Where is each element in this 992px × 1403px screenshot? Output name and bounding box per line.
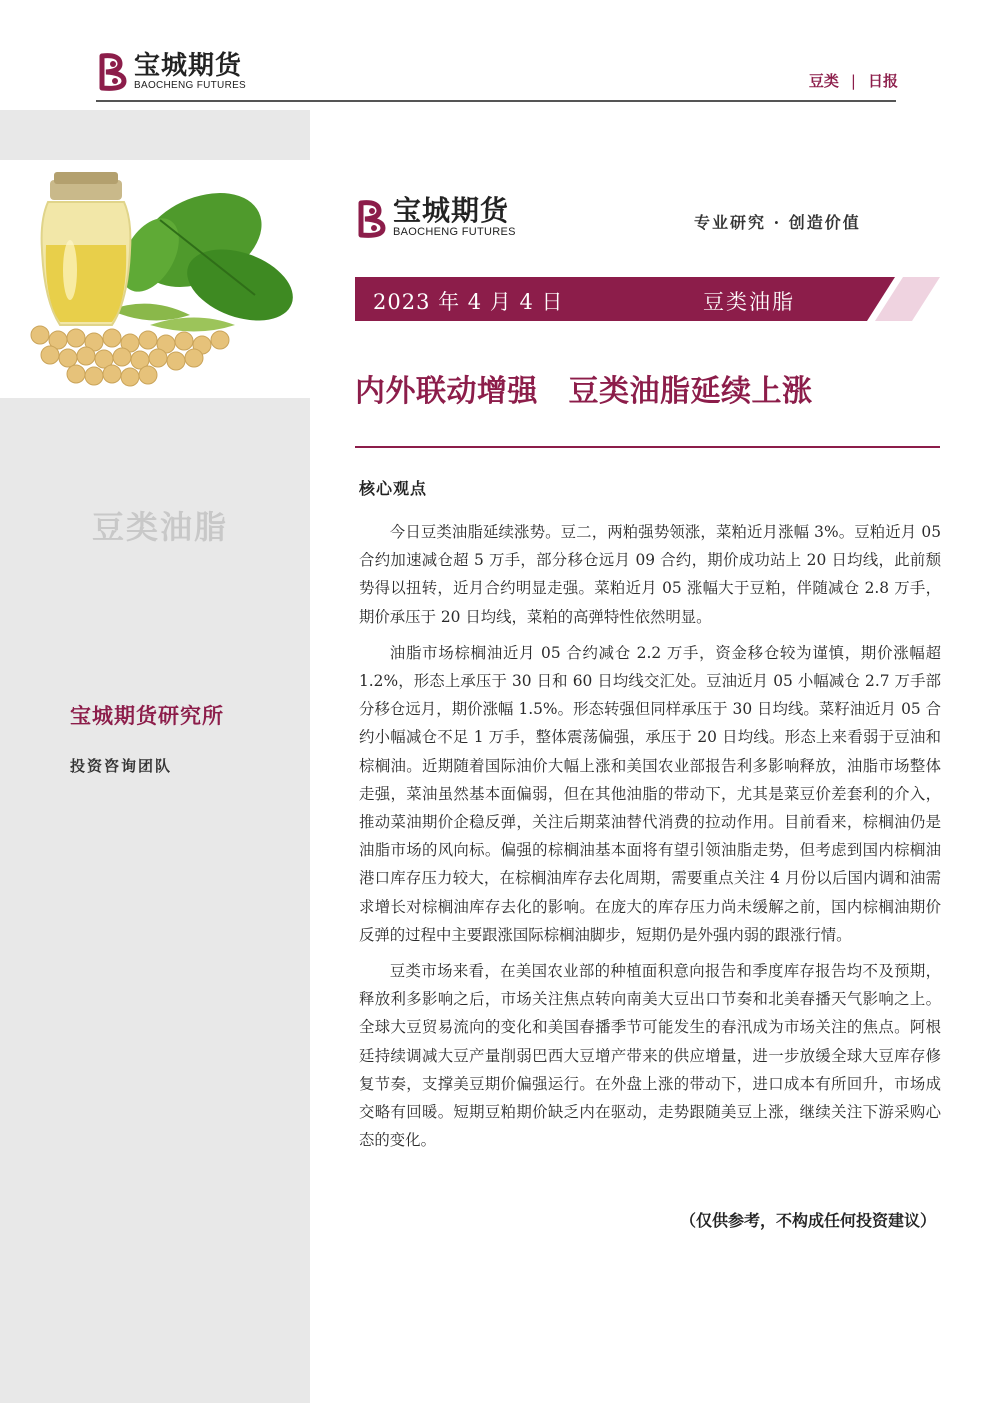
headline: 内外联动增强 豆类油脂延续上涨 (355, 374, 813, 409)
sidebar-category-watermark: 豆类油脂 (92, 508, 229, 546)
disclaimer: （仅供参考，不构成任何投资建议） (679, 1211, 936, 1230)
soybean-oil-photo (0, 160, 310, 398)
main-logo (355, 196, 516, 239)
main-logo-en: BAOCHENG FUTURES (393, 226, 516, 238)
top-nav (809, 70, 898, 91)
nav-category[interactable]: 豆类 (808, 72, 839, 90)
top-divider (96, 100, 896, 102)
date-banner (355, 277, 940, 321)
logo-en: BAOCHENG FUTURES (134, 80, 247, 91)
team-name: 投资咨询团队 (70, 757, 173, 775)
institute-name: 宝城期货研究所 (70, 704, 224, 728)
report-category: 豆类油脂 (703, 290, 795, 314)
paragraph: 今日豆类油脂延续涨势。豆二，两粕强势领涨，菜粕近月涨幅 3%。豆粕近月 05 合约加速减仓超 5 万手，部分移仓远月 09 合约，期价成功站上 20 日均线，此前颓势得以扭转，近月合约明显走强。菜粕近月 05 涨幅大于豆粕，伴随减仓 2.8 万手，期价承压于 20 日均线，菜粕的高弹特性依然明显。 (359, 523, 941, 626)
nav-report-type[interactable]: 日报 (867, 72, 898, 90)
top-header (0, 0, 992, 110)
section-title: 核心观点 (359, 479, 428, 498)
slogan: 专业研究 · 创造价值 (694, 213, 861, 232)
body-text (359, 518, 941, 1162)
headline-divider (355, 446, 940, 448)
logo-b-icon (96, 52, 130, 92)
nav-separator: | (850, 72, 856, 90)
main-logo-cn: 宝城期货 (393, 194, 510, 227)
report-date: 2023 年 4 月 4 日 (373, 290, 564, 314)
top-logo (96, 52, 246, 92)
sidebar (0, 110, 310, 1403)
paragraph: 油脂市场棕榈油近月 05 合约减仓 2.2 万手，资金移仓较为谨慎，期价涨幅超 1.2%，形态上承压于 30 日和 60 日均线交汇处。豆油近月 05 小幅减仓 2.7 万手部分移仓远月，期价涨幅 1.5%。形态转强但同样承压于 30 日均线。菜籽油近月 05 合约小幅减仓不足 1 万手，整体震荡偏强，承压于 20 日均线。形态上来看弱于豆油和棕榈油。近期随着国际油价大幅上涨和美国农业部报告利多影响释放，油脂市场整体走强，菜油虽然基本面偏弱，但在其他油脂的带动下，尤其是菜豆价差套利的介入，推动菜油期价企稳反弹，关注后期菜油替代消费的拉动作用。目前看来，棕榈油仍是油脂市场的风向标。偏强的棕榈油基本面将有望引领油脂走势，但考虑到国内棕榈油港口库存压力较大，在棕榈油库存去化周期，需要重点关注 4 月份以后国内调和油需求增长对棕榈油库存去化的影响。在庞大的库存压力尚未缓解之前，国内棕榈油期价反弹的过程中主要跟涨国际棕榈油脚步，短期仍是外强内弱的跟涨行情。 (359, 643, 941, 944)
logo-cn: 宝城期货 (134, 51, 243, 81)
logo-b-icon (355, 198, 389, 238)
paragraph: 豆类市场来看，在美国农业部的种植面积意向报告和季度库存报告均不及预期，释放利多影响之后，市场关注焦点转向南美大豆出口节奏和北美春播天气影响之上。全球大豆贸易流向的变化和美国春播季节可能发生的春汛成为市场关注的焦点。阿根廷持续调减大豆产量削弱巴西大豆增产带来的供应增量，进一步放缓全球大豆库存修复节奏，支撑美豆期价偏强运行。在外盘上涨的带动下，进口成本有所回升，市场成交略有回暖。短期豆粕期价缺乏内在驱动，走势跟随美豆上涨，继续关注下游采购心态的变化。 (359, 962, 941, 1150)
